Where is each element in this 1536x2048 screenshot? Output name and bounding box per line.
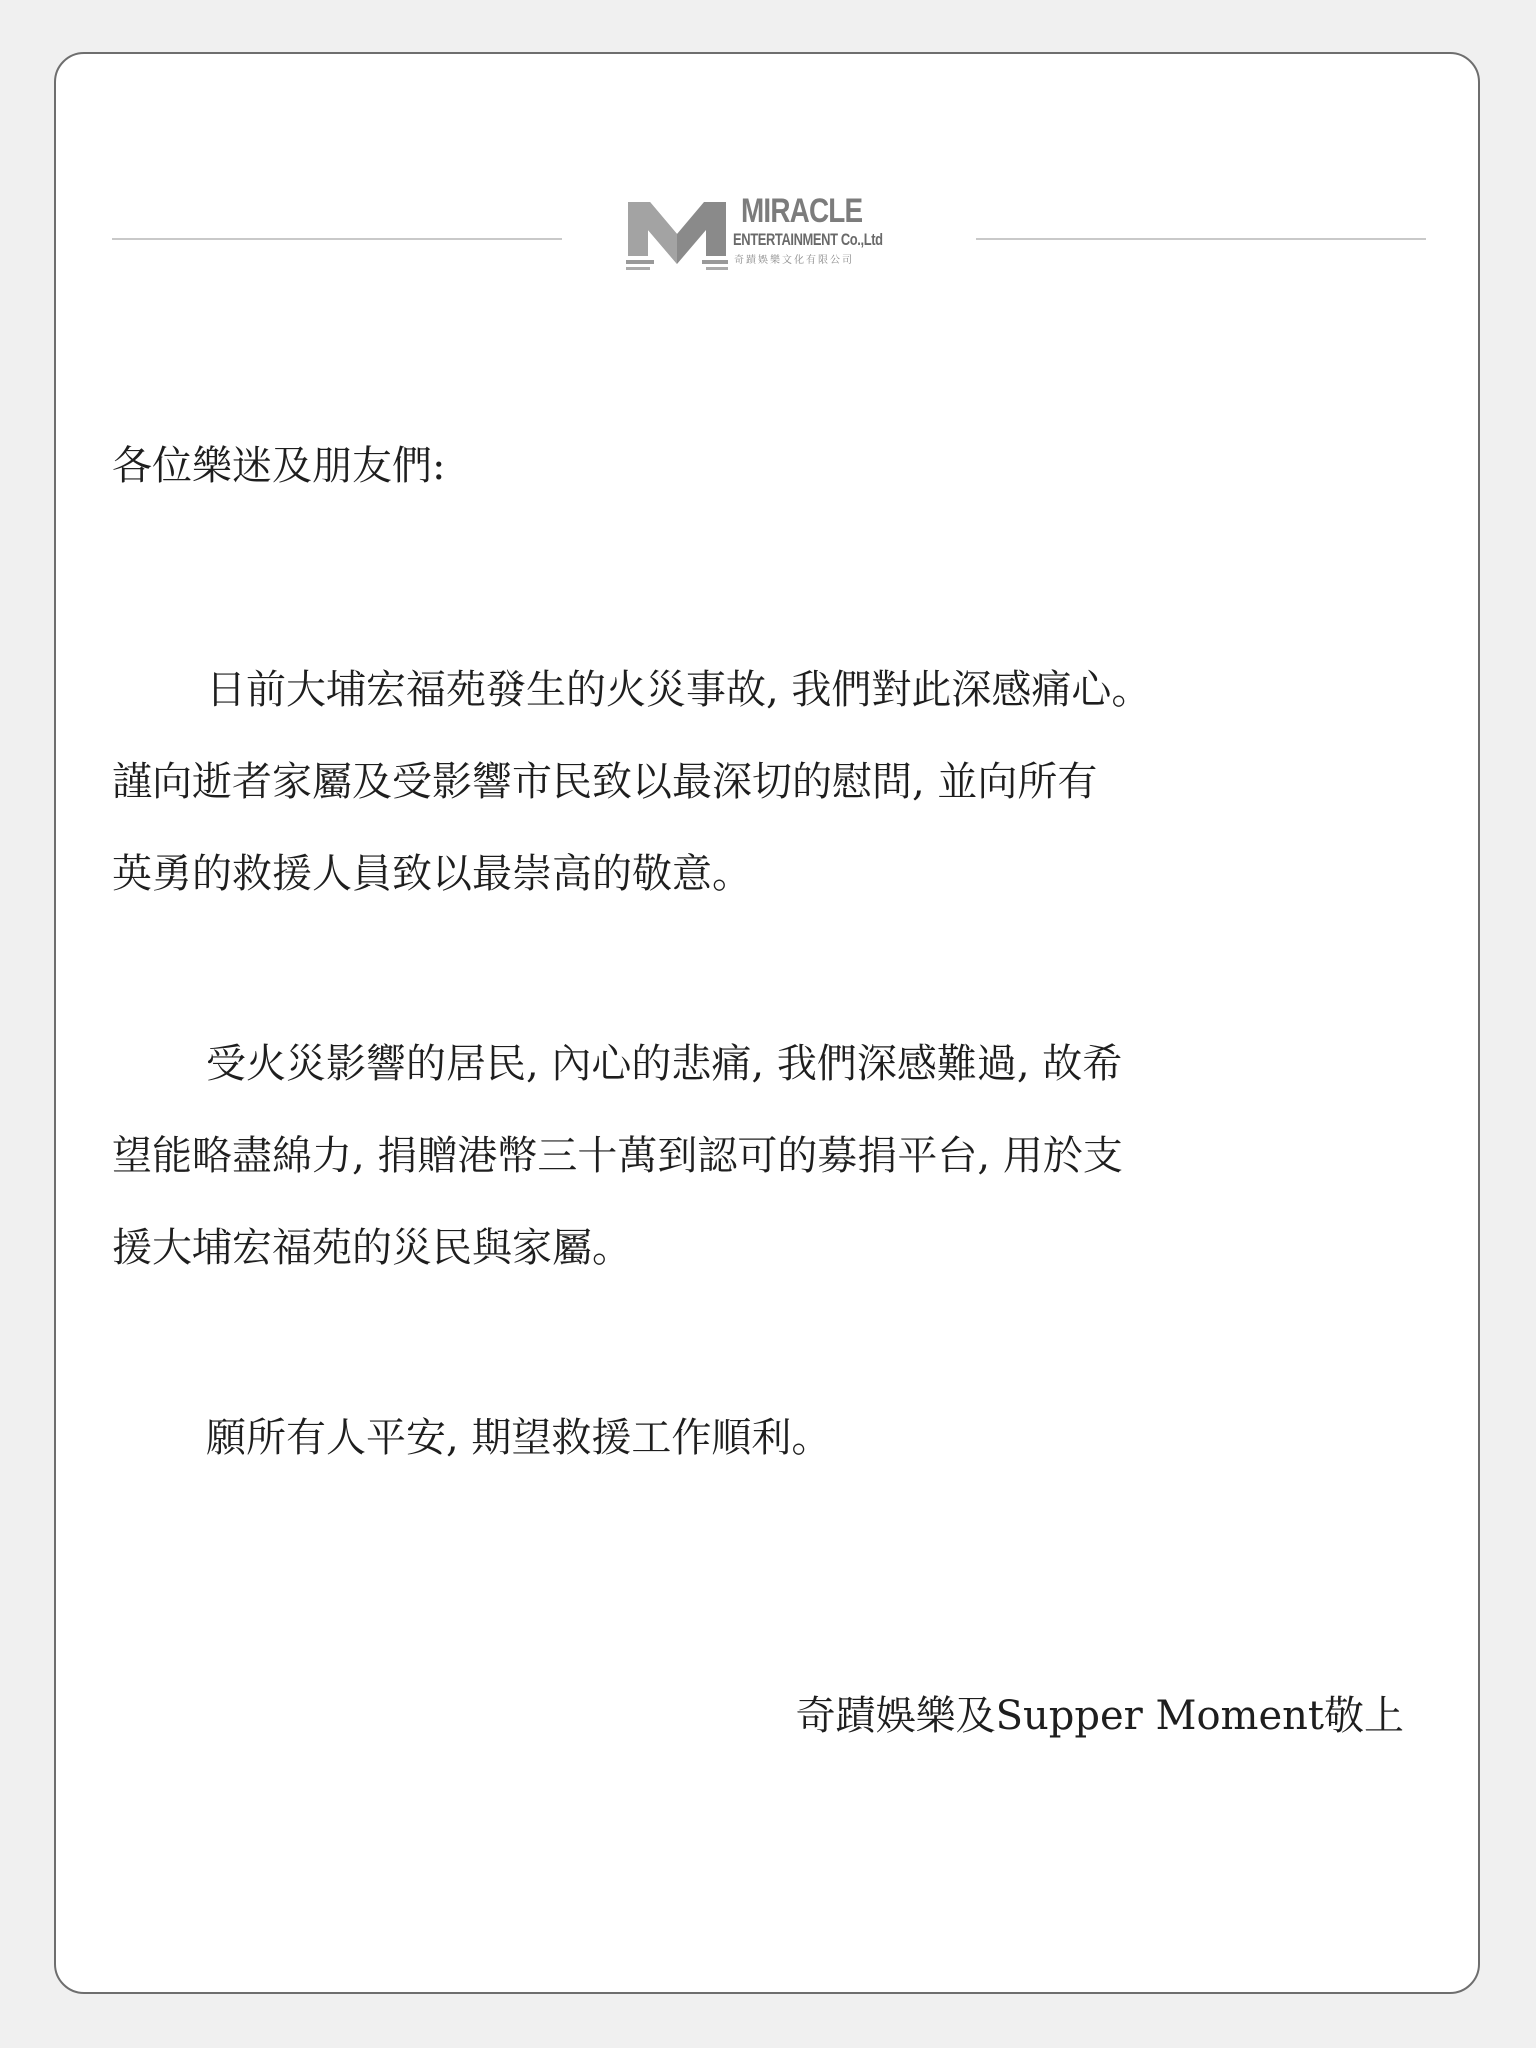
paragraph-line: 日前大埔宏福苑發生的火災事故, 我們對此深感痛心。 bbox=[206, 667, 1152, 713]
logo-chinese-name: 奇蹟娛樂文化有限公司 bbox=[734, 255, 854, 266]
header-divider-right bbox=[976, 238, 1426, 240]
company-logo bbox=[624, 194, 924, 274]
logo-wordmark: MIRACLE bbox=[741, 192, 863, 230]
paragraph-condolences bbox=[112, 644, 1332, 920]
paragraph-line: 謹向逝者家屬及受影響市民致以最深切的慰問, 並向所有 bbox=[112, 759, 1098, 805]
paragraph-wishes bbox=[112, 1392, 1332, 1484]
header-divider-left bbox=[112, 238, 562, 240]
paragraph-line: 受火災影響的居民, 內心的悲痛, 我們深感難過, 故希 bbox=[206, 1041, 1123, 1087]
salutation: 各位樂迷及朋友們: bbox=[112, 443, 446, 489]
paragraph-line: 願所有人平安, 期望救援工作順利。 bbox=[206, 1415, 832, 1461]
paragraph-line: 望能略盡綿力, 捐贈港幣三十萬到認可的募捐平台, 用於支 bbox=[112, 1133, 1123, 1179]
paragraph-line: 英勇的救援人員致以最崇高的敬意。 bbox=[112, 851, 752, 897]
paragraph-donation bbox=[112, 1018, 1332, 1294]
signature: 奇蹟娛樂及Supper Moment敬上 bbox=[795, 1693, 1404, 1739]
logo-company-name: ENTERTAINMENT Co.,Ltd bbox=[733, 230, 883, 249]
m-logo-icon bbox=[624, 194, 730, 274]
paragraph-line: 援大埔宏福苑的災民與家屬。 bbox=[112, 1225, 632, 1271]
